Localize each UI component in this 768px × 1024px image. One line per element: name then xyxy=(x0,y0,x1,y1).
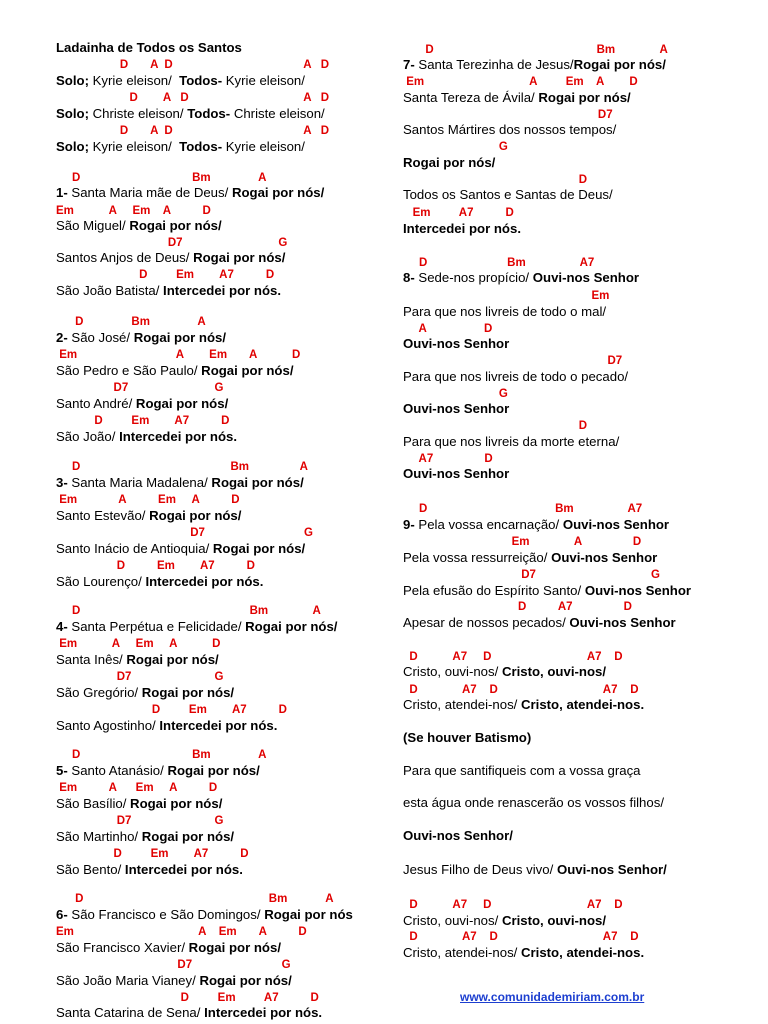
response-text: Rogai por nós/ xyxy=(149,508,242,523)
chord-line: D Em A7 D xyxy=(56,269,275,281)
response-text: Rogai por nós/ xyxy=(403,155,496,170)
response-text: Rogai por nós/ xyxy=(188,940,281,955)
chord-line: G xyxy=(403,388,508,400)
response-text: Ouvi-nos Senhor/ xyxy=(403,828,513,843)
verse-text: esta água onde renascerão os vossos filhos/ xyxy=(403,795,664,810)
chord-line: D7 G xyxy=(56,815,224,827)
response-text: Rogai por nós/ xyxy=(135,396,229,411)
verse-text: Pela efusão do Espírito Santo/ xyxy=(403,583,585,598)
lyric-line xyxy=(56,508,241,524)
chord-line: D7 G xyxy=(56,237,288,249)
verse-text: Santa Perpétua e Felicidade/ xyxy=(67,619,246,634)
verse-text: Para que nos livreis de todo o pecado/ xyxy=(403,369,629,384)
verse-text: Para que nos livreis da morte eterna/ xyxy=(403,434,620,449)
lyric-line xyxy=(56,718,277,734)
response-text: Intercedei por nós. xyxy=(159,718,278,733)
chord-line: Em A Em A D xyxy=(403,76,638,88)
chord-line: Em xyxy=(403,290,610,302)
lyric-line xyxy=(403,828,513,844)
response-text: Rogai por nós/ xyxy=(573,57,666,72)
verse-text: Cristo, ouvi-nos/ xyxy=(403,664,502,679)
chord-line: D7 G xyxy=(56,959,291,971)
verse-text: Pela vossa ressurreição/ xyxy=(403,550,552,565)
verse-text: São Basílio/ xyxy=(56,796,131,811)
chord-line: D xyxy=(403,420,588,432)
verse-text: São Francisco Xavier/ xyxy=(56,940,189,955)
verse-text: São Pedro e São Paulo/ xyxy=(56,363,202,378)
response-text: 2- xyxy=(56,330,68,345)
lyric-line xyxy=(403,913,606,929)
verse-text: Santa Maria mãe de Deus/ xyxy=(67,185,232,200)
lyric-line xyxy=(403,730,531,746)
chord-line: Em A Em A D xyxy=(56,205,211,217)
lyric-line xyxy=(403,122,616,138)
response-text: Solo; xyxy=(56,139,89,154)
response-text: Rogai por nós/ xyxy=(133,330,227,345)
verse-text: Santa Tereza de Ávila/ xyxy=(403,90,539,105)
chord-line: D7 G xyxy=(56,671,224,683)
chord-line: D Bm A7 xyxy=(403,257,595,269)
verse-text: Cristo, ouvi-nos/ xyxy=(403,913,502,928)
lyric-line xyxy=(403,187,613,203)
response-text: Intercedei por nós. xyxy=(145,574,264,589)
lyric-line xyxy=(56,796,222,812)
chord-line: Em A7 D xyxy=(403,207,514,219)
response-text: 4- xyxy=(56,619,68,634)
chord-line: G xyxy=(403,141,508,153)
chord-line: D Bm A7 xyxy=(403,503,643,515)
chord-line: D A D A D xyxy=(56,125,330,137)
lyric-line xyxy=(56,862,243,878)
verse-text: Sede-nos propício/ xyxy=(414,270,533,285)
response-text: Ouvi-nos Senhor/ xyxy=(556,862,667,877)
verse-text: Cristo, atendei-nos/ xyxy=(403,697,522,712)
verse-text: São Martinho/ xyxy=(56,829,142,844)
lyric-line xyxy=(56,652,219,668)
response-text: 3- xyxy=(56,475,68,490)
response-text: Rogai por nós xyxy=(264,907,353,922)
response-text: Todos- xyxy=(179,139,223,154)
chord-line: D xyxy=(403,174,588,186)
response-text: Ouvi-nos Senhor xyxy=(403,401,510,416)
verse-text: Kyrie eleison/ xyxy=(222,73,305,88)
response-text: 6- xyxy=(56,907,68,922)
lyric-line xyxy=(403,945,644,961)
verse-text: Christe eleison/ xyxy=(230,106,325,121)
verse-text: Santa Inês/ xyxy=(56,652,127,667)
song-title: Ladainha de Todos os Santos xyxy=(56,40,242,55)
chord-line: Em A D xyxy=(403,536,642,548)
response-text: Ouvi-nos Senhor xyxy=(403,336,510,351)
verse-text: Santos Mártires dos nossos tempos/ xyxy=(403,122,617,137)
lyric-line xyxy=(403,434,619,450)
chord-line: D Bm A xyxy=(56,749,267,761)
verse-text: Santo Atanásio/ xyxy=(67,763,168,778)
lyric-line xyxy=(403,57,666,73)
chord-line: D7 G xyxy=(56,527,313,539)
chord-line: D Em A7 D xyxy=(56,560,255,572)
verse-text: Para que santifiqueis com a vossa graça xyxy=(403,763,641,778)
response-text: Rogai por nós/ xyxy=(231,185,325,200)
response-text: Rogai por nós/ xyxy=(212,541,306,556)
chord-line: A7 D xyxy=(403,453,493,465)
response-text: (Se houver Batismo) xyxy=(403,730,532,745)
verse-text: São Miguel/ xyxy=(56,218,130,233)
response-text: Intercedei por nós. xyxy=(163,283,282,298)
chord-line: D7 xyxy=(403,355,623,367)
chord-line: Em A Em A D xyxy=(56,494,240,506)
response-text: Ouvi-nos Senhor xyxy=(562,517,670,532)
lyric-line xyxy=(56,907,353,923)
response-text: Rogai por nós/ xyxy=(245,619,338,634)
lyric-line xyxy=(403,862,667,878)
response-text: Ouvi-nos Senhor xyxy=(569,615,676,630)
lyric-line xyxy=(403,270,639,286)
response-text: Intercedei por nós. xyxy=(403,221,521,236)
lyric-line xyxy=(56,619,337,635)
verse-text: São João Maria Vianey/ xyxy=(56,973,200,988)
verse-text: São João/ xyxy=(56,429,120,444)
response-text: 9- xyxy=(403,517,415,532)
lyric-line xyxy=(56,396,228,412)
verse-text: Santo André/ xyxy=(56,396,136,411)
response-text: Rogai por nós/ xyxy=(193,250,286,265)
response-text: Cristo, atendei-nos. xyxy=(521,945,645,960)
response-text: Intercedei por nós. xyxy=(119,429,238,444)
response-text: 8- xyxy=(403,270,415,285)
response-text: Ouvi-nos Senhor xyxy=(532,270,640,285)
response-text: Rogai por nós/ xyxy=(538,90,631,105)
verse-text: Pela vossa encarnação/ xyxy=(414,517,563,532)
verse-text: Santo Estevão/ xyxy=(56,508,150,523)
lyric-line xyxy=(56,330,226,346)
verse-text: Santa Catarina de Sena/ xyxy=(56,1005,205,1020)
chord-line: D A7 D A7 D xyxy=(403,931,639,943)
lyric-line xyxy=(403,664,606,680)
lyric-line xyxy=(56,475,304,491)
verse-text: Todos os Santos e Santas de Deus/ xyxy=(403,187,613,202)
chord-line: A D xyxy=(403,323,493,335)
verse-text: Cristo, atendei-nos/ xyxy=(403,945,522,960)
response-text: Rogai por nós/ xyxy=(201,363,294,378)
chord-line: D A D A D xyxy=(56,59,330,71)
chord-line: Em A Em A D xyxy=(56,926,307,938)
chord-line: D A7 D A7 D xyxy=(403,651,623,663)
response-text: Rogai por nós/ xyxy=(167,763,260,778)
chord-line: D7 xyxy=(403,109,613,121)
chord-line: D Em A7 D xyxy=(56,992,319,1004)
chord-line: D A7 D A7 D xyxy=(403,684,639,696)
verse-text: Jesus Filho de Deus vivo/ xyxy=(403,862,557,877)
chord-line: Em A Em A D xyxy=(56,638,221,650)
verse-text: Kyrie eleison/ xyxy=(88,139,180,154)
response-text: Cristo, atendei-nos. xyxy=(521,697,645,712)
verse-text: Kyrie eleison/ xyxy=(222,139,305,154)
chord-line: D A7 D xyxy=(403,601,632,613)
response-text: Rogai por nós/ xyxy=(141,829,235,844)
verse-text: Para que nos livreis de todo o mal/ xyxy=(403,304,607,319)
lyric-line xyxy=(56,541,305,557)
response-text: Rogai por nós/ xyxy=(199,973,292,988)
chord-line: D A D A D xyxy=(56,92,330,104)
response-text: Todos- xyxy=(187,106,231,121)
verse-text: Santo Inácio de Antioquia/ xyxy=(56,541,213,556)
response-text: Rogai por nós/ xyxy=(129,218,222,233)
response-text: Intercedei por nós. xyxy=(204,1005,323,1020)
verse-text: Santa Terezinha de Jesus/ xyxy=(414,57,574,72)
response-text: 7- xyxy=(403,57,415,72)
lyric-line xyxy=(56,139,305,155)
response-text: 5- xyxy=(56,763,68,778)
response-text: Intercedei por nós. xyxy=(124,862,243,877)
lyric-line xyxy=(403,615,676,631)
verse-text: São Bento/ xyxy=(56,862,125,877)
lyric-line xyxy=(403,517,669,533)
lyric-line xyxy=(403,550,657,566)
verse-text: Santo Agostinho/ xyxy=(56,718,160,733)
lyric-line xyxy=(56,73,305,89)
response-text: Todos- xyxy=(179,73,223,88)
chord-line: D Em A7 D xyxy=(56,415,230,427)
verse-text: São Francisco e São Domingos/ xyxy=(67,907,265,922)
lyric-line xyxy=(56,363,293,379)
lyric-line xyxy=(56,250,285,266)
chord-line: D Bm A xyxy=(56,605,321,617)
response-text: Rogai por nós/ xyxy=(126,652,219,667)
chord-line: D Em A7 D xyxy=(56,848,249,860)
verse-text: São Lourenço/ xyxy=(56,574,146,589)
chord-line: D Bm A xyxy=(56,461,308,473)
chord-line: D Em A7 D xyxy=(56,704,287,716)
chord-line: Em A Em A D xyxy=(56,782,218,794)
lyric-line xyxy=(403,466,509,482)
lyric-line xyxy=(403,221,521,237)
response-text: Cristo, ouvi-nos/ xyxy=(501,664,606,679)
response-text: Rogai por nós/ xyxy=(211,475,304,490)
lyric-line xyxy=(56,185,324,201)
chord-line: D Bm A xyxy=(403,44,668,56)
verse-text: São João Batista/ xyxy=(56,283,164,298)
chord-line: D A7 D A7 D xyxy=(403,899,623,911)
website-link[interactable]: www.comunidademiriam.com.br xyxy=(460,990,645,1004)
chord-line: D7 G xyxy=(56,382,224,394)
chord-line: D7 G xyxy=(403,569,660,581)
lyric-line xyxy=(56,829,234,845)
verse-text: Christe eleison/ xyxy=(88,106,188,121)
verse-text: São Gregório/ xyxy=(56,685,142,700)
lyric-line xyxy=(403,369,628,385)
lyric-line xyxy=(56,106,325,122)
lyric-line xyxy=(403,304,606,320)
lyric-line xyxy=(56,429,237,445)
verse-text: Apesar de nossos pecados/ xyxy=(403,615,570,630)
lyric-line xyxy=(56,283,281,299)
chord-line: D Bm A xyxy=(56,316,206,328)
verse-text: Kyrie eleison/ xyxy=(88,73,180,88)
verse-text: São José/ xyxy=(67,330,134,345)
lyric-line xyxy=(403,155,495,171)
lyric-line xyxy=(403,763,641,779)
chord-line: D Bm A xyxy=(56,893,334,905)
response-text: Ouvi-nos Senhor xyxy=(403,466,510,481)
lyric-line xyxy=(403,795,664,811)
lyric-line xyxy=(403,401,509,417)
response-text: Cristo, ouvi-nos/ xyxy=(501,913,606,928)
lyric-line xyxy=(56,973,292,989)
lyric-line xyxy=(403,583,691,599)
lyric-line xyxy=(56,218,222,234)
lyric-line xyxy=(56,940,281,956)
response-text: 1- xyxy=(56,185,68,200)
lyric-line xyxy=(56,1005,322,1021)
verse-text: Santa Maria Madalena/ xyxy=(67,475,212,490)
lyric-line xyxy=(56,685,234,701)
lyric-line xyxy=(56,763,260,779)
response-text: Ouvi-nos Senhor xyxy=(551,550,658,565)
lyric-line xyxy=(403,697,644,713)
response-text: Solo; xyxy=(56,73,89,88)
verse-text: Santos Anjos de Deus/ xyxy=(56,250,194,265)
lyric-line xyxy=(403,90,631,106)
chord-line: Em A Em A D xyxy=(56,349,301,361)
response-text: Rogai por nós/ xyxy=(141,685,235,700)
response-text: Rogai por nós/ xyxy=(130,796,223,811)
lyric-line xyxy=(56,574,263,590)
response-text: Solo; xyxy=(56,106,89,121)
response-text: Ouvi-nos Senhor xyxy=(584,583,692,598)
chord-line: D Bm A xyxy=(56,172,267,184)
lyric-line xyxy=(403,336,509,352)
